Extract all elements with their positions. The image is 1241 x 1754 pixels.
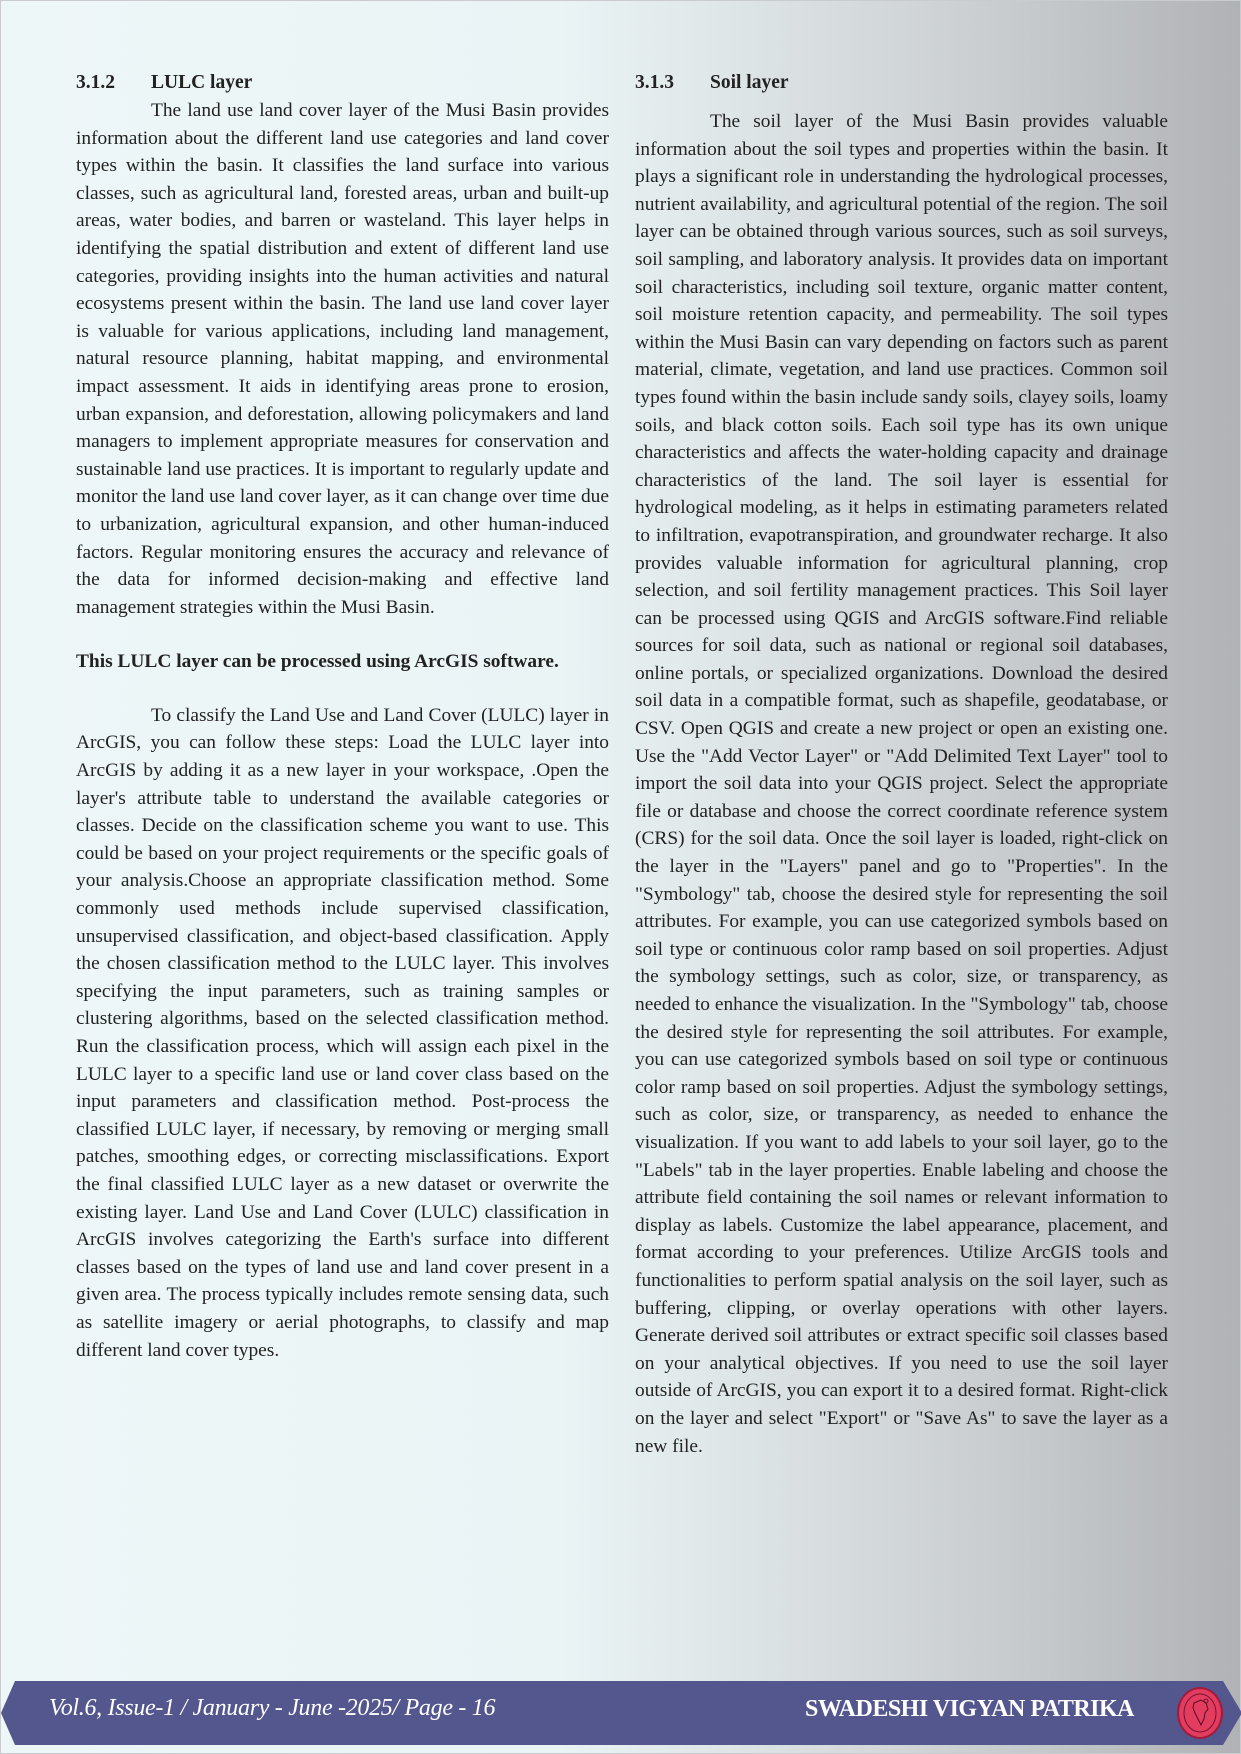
right-column — [635, 69, 1168, 1460]
india-map-seal-icon — [1177, 1687, 1223, 1739]
section-title: Soil layer — [710, 72, 789, 93]
section-number: 3.1.2 — [76, 72, 115, 93]
section-number: 3.1.3 — [635, 72, 674, 93]
lulc-subheading: This LULC layer can be processed using ArcGIS software. — [76, 651, 559, 673]
journal-name: SWADESHI VIGYAN PATRIKA — [804, 1696, 1134, 1722]
issue-info: Vol.6, Issue-1 / January - June -2025/ Page - 16 — [49, 1695, 496, 1721]
page-footer — [1, 1681, 1241, 1745]
soil-paragraph-1: The soil layer of the Musi Basin provides valuable information about the soil types and properties within the basin. It plays a significant role in understanding the hydrological processes, nutrient availability, and agricultural potential of the region. The soil layer can be obtained through various sources, such as soil surveys, soil sampling, and laboratory analysis. It provides data on important soil characteristics, including soil texture, organic matter content, soil moisture retention capacity, and permeability. The soil types within the Musi Basin can vary depending on factors such as parent material, climate, vegetation, and land use practices. Common soil types found within the basin include sandy soils, clayey soils, loamy soils, and black cotton soils. Each soil type has its own unique characteristics and affects the water-holding capacity and drainage characteristics of the land. The soil layer is essential for hydrological modeling, as it helps in estimating parameters related to infiltration, evapotranspiration, and groundwater recharge. It also provides valuable information for agricultural planning, crop selection, and soil fertility management practices. This Soil layer can be processed using QGIS and ArcGIS software.Find reliable sources for soil data, such as national or regional soil databases, online portals, or specialized organizations. Download the desired soil data in a compatible format, such as shapefile, geodatabase, or CSV. Open QGIS and create a new project or open an existing one. Use the "Add Vector Layer" or "Add Delimited Text Layer" tool to import the soil data into your QGIS project. Select the appropriate file or database and choose the correct coordinate reference system (CRS) for the soil data. Once the soil layer is loaded, right-click on the layer in the "Layers" panel and go to "Properties". In the "Symbology" tab, choose the desired style for representing the soil attributes. For example, you can use categorized symbols based on soil type or continuous color ramp based on soil properties. Adjust the symbology settings, such as color, size, or transparency, as needed to enhance the visualization. In the "Symbology" tab, choose the desired style for representing the soil attributes. For example, you can use categorized symbols based on soil type or continuous color ramp based on soil properties. Adjust the symbology settings, such as color, size, or transparency, as needed to enhance the visualization. If you want to add labels to your soil layer, go to the "Labels" tab in the layer properties. Enable labeling and choose the attribute field containing the soil names or relevant information to display as labels. Customize the label appearance, placement, and format according to your preferences. Utilize ArcGIS tools and functionalities to perform spatial analysis on the soil layer, such as buffering, clipping, or overlay operations with other layers. Generate derived soil attributes or extract specific soil classes based on your analytical objectives. If you need to use the soil layer outside of ArcGIS, you can export it to a desired format. Right-click on the layer and select "Export" or "Save As" to save the layer as a new file. — [635, 111, 1168, 1457]
section-heading-soil — [635, 69, 1168, 97]
section-title: LULC layer — [151, 72, 253, 93]
lulc-paragraph-2: To classify the Land Use and Land Cover (LULC) layer in ArcGIS, you can follow these steps: Load the LULC layer into ArcGIS by adding it as a new layer in your workspace, .Open the layer's attribute table to understand the available categories or classes. Decide on the classification scheme you want to use. This could be based on your project requirements or the specific goals of your analysis.Choose an appropriate classification method. Some commonly used methods include supervised classification, unsupervised classification, and object-based classification. Apply the chosen classification method to the LULC layer. This involves specifying the input parameters, such as training samples or clustering algorithms, based on the selected classification method. Run the classification process, which will assign each pixel in the LULC layer to a specific land use or land cover class based on the input parameters and classification method. Post-process the classified LULC layer, if necessary, by removing or merging small patches, smoothing edges, or correcting misclassifications. Export the final classified LULC layer as a new dataset or overwrite the existing layer. Land Use and Land Cover (LULC) classification in ArcGIS involves categorizing the Earth's surface into different classes based on the types of land use and land cover present in a given area. The process typically includes remote sensing data, such as satellite imagery or aerial photographs, to classify and map different land cover types. — [76, 704, 609, 1361]
lulc-paragraph-1: The land use land cover layer of the Musi Basin provides information about the different land use categories and land cover types within the basin. It classifies the land surface into various classes, such as agricultural land, forested areas, urban and built-up areas, water bodies, and barren or wasteland. This layer helps in identifying the spatial distribution and extent of different land use categories, providing insights into the human activities and natural ecosystems present within the basin. The land use land cover layer is valuable for various applications, including land management, natural resource planning, habitat mapping, and environmental impact assessment. It aids in identifying areas prone to erosion, urban expansion, and deforestation, allowing policymakers and land managers to implement appropriate measures for conservation and sustainable land use practices. It is important to regularly update and monitor the land use land cover layer, as it can change over time due to urbanization, agricultural expansion, and other human-induced factors. Regular monitoring ensures the accuracy and relevance of the data for informed decision-making and effective land management strategies within the Musi Basin. — [76, 100, 609, 618]
section-heading-lulc — [76, 69, 609, 97]
left-column — [76, 69, 609, 1364]
